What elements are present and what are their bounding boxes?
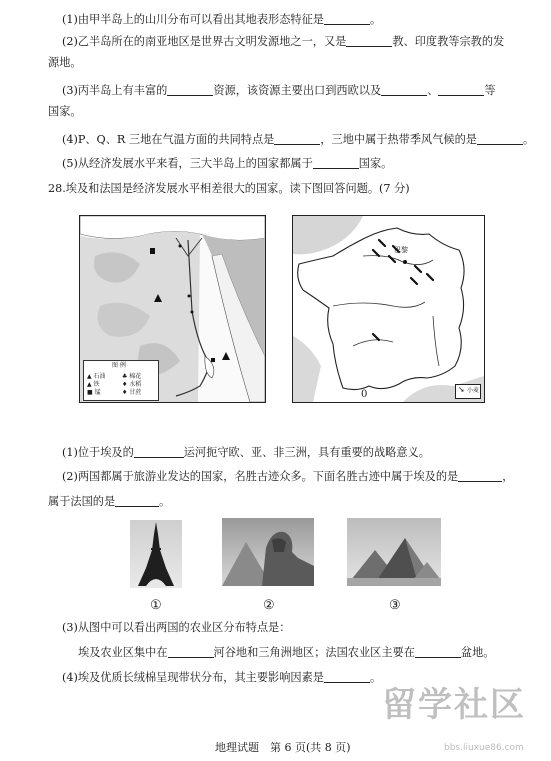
answer-blank xyxy=(115,495,159,507)
answer-blank xyxy=(346,35,392,47)
q27-item-5: (5)从经济发展水平来看，三大半岛上的国家都属于 国家。 xyxy=(62,157,393,170)
q27-item-1: (1)由甲半岛上的山川分布可以看出其地表形态特征是 。 xyxy=(62,13,382,26)
egypt-map xyxy=(79,215,266,403)
photo-label-3: ③ xyxy=(389,598,401,613)
map-zero-label: 0 xyxy=(361,389,368,400)
answer-blank xyxy=(168,646,214,658)
watermark-brand: 留学社区 xyxy=(382,685,526,725)
q28-item-4: (4)埃及优质长绒棉呈现带状分布，其主要影响因素是 。 xyxy=(62,671,382,684)
answer-blank xyxy=(381,84,427,96)
photo-pyramids xyxy=(347,518,441,586)
answer-blank xyxy=(313,157,359,169)
answer-blank xyxy=(134,446,184,458)
egypt-map-legend: 图 例 ▲ 石油 ♣ 棉花 ▲ 铁 ♦ 水稻 ■ 锰 ♦ 甘蔗 xyxy=(83,360,159,401)
photo-label-2: ② xyxy=(263,598,275,613)
france-map xyxy=(292,215,485,403)
answer-blank xyxy=(458,470,502,482)
answer-blank xyxy=(415,646,461,658)
q27-item-3: (3)丙半岛上有丰富的 资源，该资源主要出口到西欧以及 、 等 xyxy=(62,84,496,97)
pyramids-image xyxy=(347,518,441,586)
answer-blank xyxy=(477,133,523,145)
answer-blank xyxy=(324,671,370,683)
france-map-drawing xyxy=(293,216,484,402)
answer-blank xyxy=(438,84,484,96)
page-footer: 地理试题 第 6 页(共 8 页) xyxy=(215,741,351,754)
eiffel-tower-image xyxy=(130,520,182,588)
sphinx-image xyxy=(222,518,314,586)
wheat-legend: ➘ 小麦 xyxy=(455,384,481,399)
q27-item-2: (2)乙半岛所在的南亚地区是世界古文明发源地之一，又是 教、印度教等宗教的发 xyxy=(62,35,505,48)
wheat-legend-icon: ➘ xyxy=(458,385,465,394)
q28-heading: 28.埃及和法国是经济发展水平相差很大的国家。读下图回答问题。(7 分) xyxy=(48,182,410,195)
q28-item-1: (1)位于埃及的 运河扼守欧、亚、非三洲，具有重要的战略意义。 xyxy=(62,446,430,459)
photo-label-1: ① xyxy=(150,598,162,613)
q27-item-3-cont: 国家。 xyxy=(48,105,82,118)
site-watermark xyxy=(382,685,551,761)
q28-item-3: (3)从图中可以看出两国的农业区分布特点是： xyxy=(62,621,291,634)
city-label-paris: 巴黎 xyxy=(394,246,408,254)
watermark-url: bbs.liuxue86.com xyxy=(444,743,524,753)
answer-blank xyxy=(324,13,370,25)
q28-item-2-cont: 属于法国的是 。 xyxy=(48,495,171,508)
q27-item-4: (4)P、Q、R 三地在气温方面的共同特点是 ，三地中属于热带季风气候的是 。 xyxy=(62,133,535,146)
photo-sphinx xyxy=(222,518,314,586)
q28-item-2: (2)两国都属于旅游业发达的国家，名胜古迹众多。下面名胜古迹中属于埃及的是 ， xyxy=(62,470,514,483)
photo-eiffel-tower xyxy=(130,520,182,588)
q28-item-3-detail: 埃及农业区集中在 河谷地和三角洲地区；法国农业区主要在 盆地。 xyxy=(78,646,495,659)
answer-blank xyxy=(274,133,320,145)
q27-item-2-cont: 源地。 xyxy=(48,56,82,69)
answer-blank xyxy=(167,84,213,96)
